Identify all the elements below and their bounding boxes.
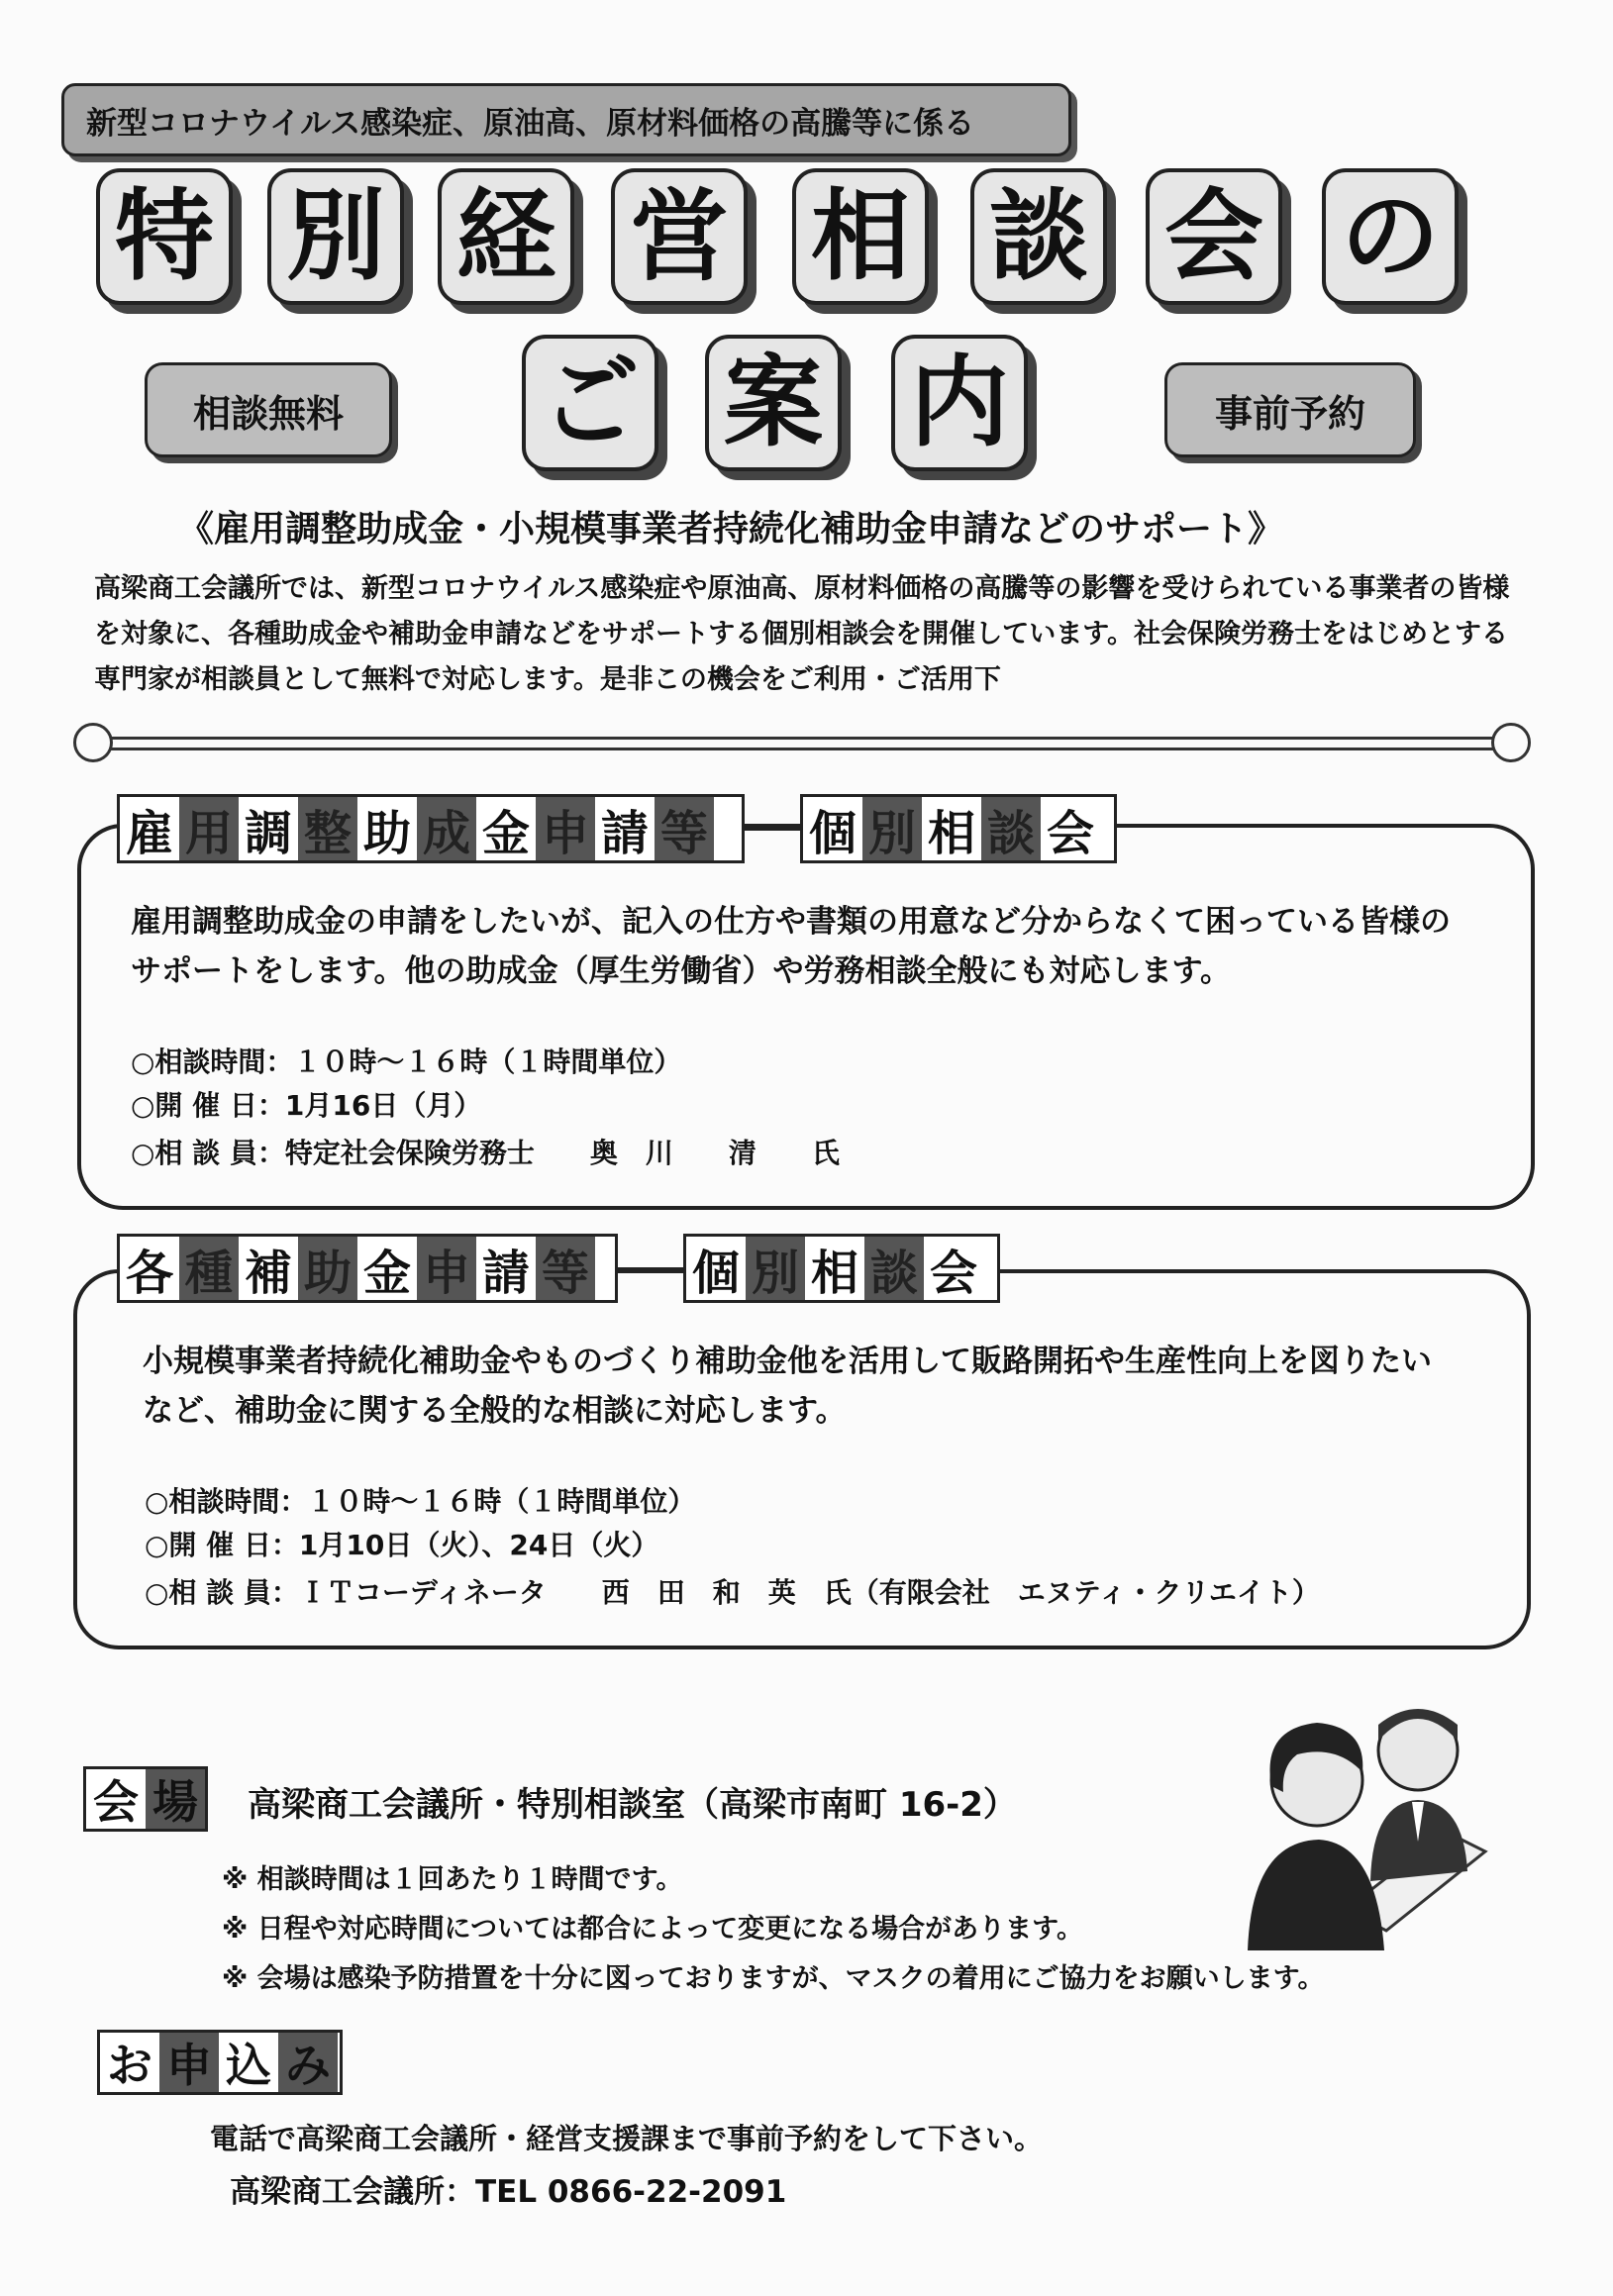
intro-paragraph: 高梁商工会議所では、新型コロナウイルス感染症や原油高、原材料価格の高騰等の影響を受けられている事業者の皆様を対象に、各種助成金や補助金申請などをサポートする個別相談会を開催しています。社会保険労務士をはじめとする専門家が相談員として無料で対応します。是非この機会をご利用・ご活用下 [94,573,1510,695]
title-char: 談 [970,168,1107,305]
title-char: 相 [792,168,929,305]
section1-time: ○相談時間：１０時～１６時（１時間単位） [131,1046,682,1078]
title-char: 別 [267,168,404,305]
header-char: 個 [803,797,862,860]
subtitle: 《雇用調整助成金・小規模事業者持続化補助金申請などのサポート》 [178,509,1284,549]
header-char: 別 [862,797,922,860]
header-char: 等 [655,797,714,860]
title-char: 内 [891,335,1028,471]
header-char: 各 [120,1237,179,1300]
free-consultation-badge: 相談無料 [145,362,392,457]
advance-reservation-badge: 事前予約 [1164,362,1416,457]
divider [73,723,1531,762]
label-char: み [278,2033,338,2092]
apply-phone: 高梁商工会議所：TEL 0866-22-2091 [230,2174,787,2210]
title-char: 経 [438,168,574,305]
label-char: 会 [93,1775,139,1829]
header-char: 請 [595,797,655,860]
venue-address: 高梁商工会議所・特別相談室（高梁市南町 16-2） [248,1785,1017,1825]
venue-note: ※ 日程や対応時間については都合によって変更になる場合があります。 [222,1914,1083,1945]
header-char: 会 [924,1237,983,1300]
header-char: 補 [239,1237,298,1300]
section1-header-a [117,794,745,863]
header-char: 別 [746,1237,805,1300]
header-char: 整 [298,797,357,860]
apply-instruction: 電話で高梁商工会議所・経営支援課まで事前予約をして下さい。 [210,2122,1044,2155]
venue-label [83,1766,208,1832]
consultation-illustration [1238,1683,1495,1960]
section2-time: ○相談時間：１０時～１６時（１時間単位） [145,1485,696,1518]
section2-header-a [117,1234,618,1303]
divider-line [93,737,1511,750]
section1-date: ○開 催 日：1月16日（月） [131,1089,482,1122]
title-char: の [1322,168,1459,305]
header-char: 助 [298,1237,357,1300]
header-char: 用 [179,797,239,860]
section1-body: 雇用調整助成金の申請をしたいが、記入の仕方や書類の用意など分からなくて困っている皆様のサポートをします。他の助成金（厚生労働省）や労務相談全般にも対応します。 [131,904,1451,989]
header-char: 申 [417,1237,476,1300]
header-char: 種 [179,1237,239,1300]
apply-label [97,2030,343,2095]
venue-note: ※ 相談時間は１回あたり１時間です。 [222,1864,683,1895]
header-connector [745,828,800,831]
header-char: 相 [922,797,981,860]
header-char: 調 [239,797,298,860]
title-char: 特 [96,168,233,305]
header-char: 会 [1041,797,1100,860]
header-char: 請 [476,1237,536,1300]
header-char: 個 [686,1237,746,1300]
header-char: 等 [536,1237,595,1300]
section1-header-b [800,794,1117,863]
label-char: 申 [159,2033,219,2092]
section2-body: 小規模事業者持続化補助金やものづくり補助金他を活用して販路開拓や生産性向上を図りたいなど、補助金に関する全般的な相談に対応します。 [143,1344,1432,1429]
label-char: お [107,2039,152,2092]
header-connector [618,1267,683,1270]
divider-end-circle [1491,723,1531,762]
label-char: 場 [146,1769,205,1829]
header-char: 申 [536,797,595,860]
section1-advisor: ○相 談 員：特定社会保険労務士 奥 川 清 氏 [131,1137,840,1169]
section2-header-b [683,1234,1000,1303]
header-char: 成 [417,797,476,860]
title-char: ご [522,335,658,471]
title-char: 会 [1146,168,1282,305]
header-char: 雇 [120,797,179,860]
header-char: 助 [357,797,417,860]
client-body [1248,1840,1384,1950]
label-char: 込 [226,2039,271,2092]
section2-date: ○開 催 日：1月10日（火）、24日（火） [145,1529,659,1561]
title-char: 案 [705,335,842,471]
header-char: 金 [357,1237,417,1300]
header-char: 相 [805,1237,864,1300]
header-char: 談 [981,797,1041,860]
header-char: 金 [476,797,536,860]
section2-advisor: ○相 談 員：ＩＴコーディネータ 西 田 和 英 氏（有限会社 エヌティ・クリエイト） [145,1576,1320,1609]
title-char: 営 [611,168,748,305]
divider-end-circle [73,723,113,762]
top-banner: 新型コロナウイルス感染症、原油高、原材料価格の高騰等に係る [61,83,1071,156]
header-char: 談 [864,1237,924,1300]
venue-note: ※ 会場は感染予防措置を十分に図っておりますが、マスクの着用にご協力をお願いします。 [222,1963,1325,1994]
